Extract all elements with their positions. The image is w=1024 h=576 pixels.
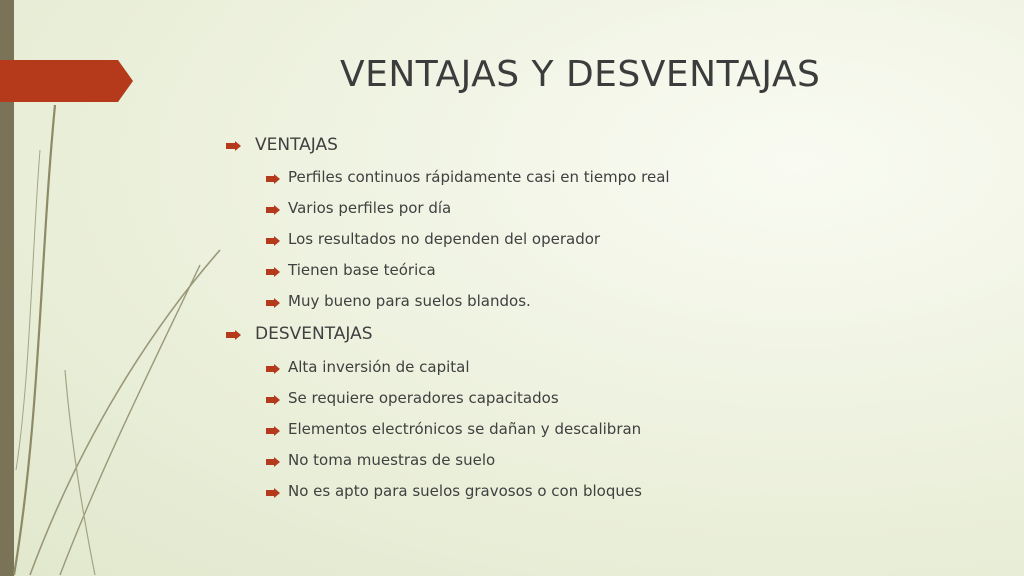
- list-item: No toma muestras de suelo: [288, 451, 496, 469]
- title-accent-tab: [0, 0, 140, 110]
- stem-line: [30, 250, 220, 575]
- list-item: Los resultados no dependen del operador: [288, 230, 601, 248]
- stem-line: [60, 265, 200, 575]
- slide-title: VENTAJAS Y DESVENTAJAS: [340, 54, 821, 95]
- list-item: Alta inversión de capital: [288, 358, 470, 376]
- list-item: Se requiere operadores capacitados: [288, 389, 559, 407]
- list-item: Elementos electrónicos se dañan y descalibran: [288, 420, 642, 438]
- section-heading-ventajas: VENTAJAS: [255, 135, 338, 155]
- stem-line: [65, 370, 95, 575]
- section-heading-desventajas: DESVENTAJAS: [255, 324, 373, 344]
- list-item: Perfiles continuos rápidamente casi en tiempo real: [288, 168, 670, 186]
- stem-line: [14, 105, 55, 575]
- list-item: Muy bueno para suelos blandos.: [288, 292, 531, 310]
- list-item: No es apto para suelos gravosos o con bloques: [288, 482, 642, 500]
- list-item: Varios perfiles por día: [288, 199, 452, 217]
- stem-line: [16, 150, 40, 470]
- list-item: Tienen base teórica: [288, 261, 436, 279]
